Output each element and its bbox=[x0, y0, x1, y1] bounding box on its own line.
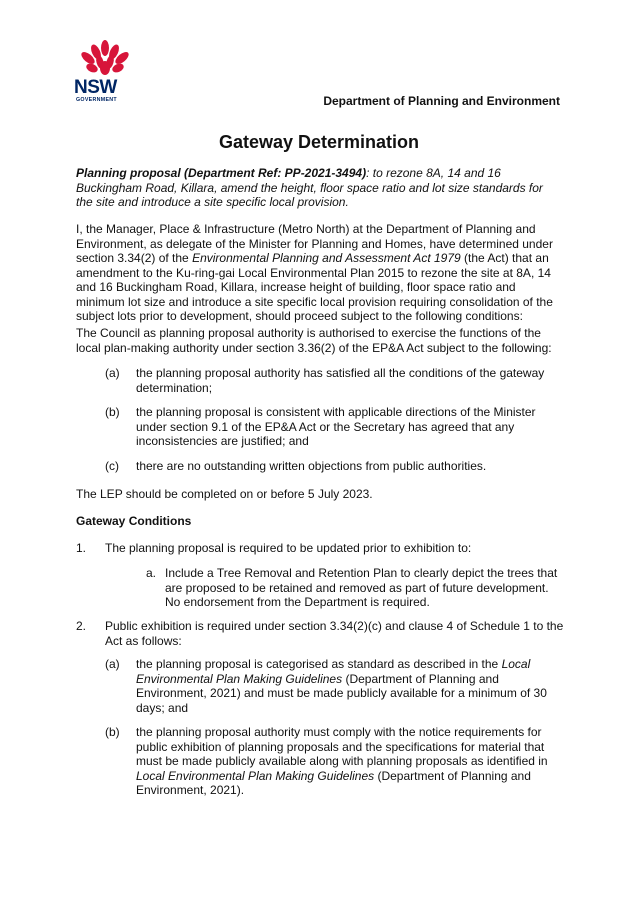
determination-text-b: (the Act) that an amendment to the Ku-ring-gai Local Environmental Plan 2015 to rezone the site at 8A, 14 and 16 Buckingham Road, Killara, increase height of building, floor space ratio and minimum lot size and introduce a site specific local provision requiring consolidation of the subject lots prior to development, should proceed subject to the following conditions: bbox=[76, 251, 553, 323]
determination-text-a: I, the Manager, Place & Infrastructure (Metro North) at the Department of Planning and Environment, as delegate of the Minister for Planning and Homes, have determined under section 3.34(2) of the bbox=[76, 222, 553, 265]
department-name: Department of Planning and Environment bbox=[323, 94, 560, 108]
exhibition-text-a2: (Department of Planning and Environment, 2021) and must be made publicly available for a minimum of 30 days; and bbox=[136, 671, 547, 715]
gateway-condition-text: The planning proposal is required to be updated prior to exhibition to: bbox=[105, 541, 472, 555]
gateway-conditions-heading: Gateway Conditions bbox=[76, 514, 192, 528]
exhibition-text-a1: the planning proposal is categorised as standard as described in the bbox=[136, 657, 502, 671]
gateway-condition-number: 2. bbox=[76, 619, 87, 633]
gateway-condition-number: 1. bbox=[76, 541, 87, 555]
lep-date: The LEP should be completed on or before 5 July 2023. bbox=[76, 487, 373, 501]
act-name: Environmental Planning and Assessment Act 1979 bbox=[192, 251, 461, 265]
condition-label: (c) bbox=[105, 459, 119, 473]
intro-paragraph bbox=[76, 166, 562, 210]
sub-condition-label: a. bbox=[146, 566, 157, 580]
condition-label: (a) bbox=[105, 366, 120, 380]
page-title: Gateway Determination bbox=[218, 132, 420, 152]
exhibition-label: (a) bbox=[105, 657, 120, 671]
nsw-government-logo bbox=[74, 40, 136, 102]
exhibition-requirement bbox=[136, 725, 551, 798]
exhibition-text-b1: the planning proposal authority must comply with the notice requirements for public exhibition of planning proposals and the specifications for material that must be made publicly available along with planning proposals as identified in bbox=[136, 725, 548, 768]
determination-paragraph bbox=[76, 222, 562, 324]
proposal-description: : to rezone 8A, 14 and 16 Buckingham Road, Killara, amend the height, floor space ratio and lot size standards for the site and introduce a site specific local provision. bbox=[76, 166, 543, 209]
authority-paragraph: The Council as planning proposal authority is authorised to exercise the functions of the local plan-making authority under section 3.36(2) of the EP&A Act subject to the following: bbox=[76, 326, 552, 355]
waratah-flower-icon bbox=[74, 40, 136, 80]
exhibition-label: (b) bbox=[105, 725, 120, 739]
sub-condition-text: Include a Tree Removal and Retention Plan to clearly depict the trees that are proposed to be retained and removed as part of future development. No endorsement from the Department is required. bbox=[165, 566, 558, 609]
exhibition-text-b2: (Department of Planning and Environment, 2021). bbox=[136, 768, 531, 797]
condition-label: (b) bbox=[105, 405, 120, 419]
gateway-condition-text: Public exhibition is required under section 3.34(2)(c) and clause 4 of Schedule 1 to the Act as follows: bbox=[105, 619, 564, 648]
condition-text: there are no outstanding written objections from public authorities. bbox=[136, 459, 487, 473]
guidelines-title: Local Environmental Plan Making Guidelines bbox=[136, 657, 531, 686]
proposal-ref: Planning proposal (Department Ref: PP-2021-3494) bbox=[76, 166, 367, 180]
logo-wordmark: NSW bbox=[74, 77, 117, 98]
guidelines-title: Local Environmental Plan Making Guidelines bbox=[136, 768, 375, 783]
condition-text: the planning proposal is consistent with applicable directions of the Minister under section 9.1 of the EP&A Act or the Secretary has agreed that any inconsistencies are justified; and bbox=[136, 405, 536, 448]
condition-text: the planning proposal authority has satisfied all the conditions of the gateway determination; bbox=[136, 366, 545, 395]
logo-subtext: GOVERNMENT bbox=[76, 97, 117, 103]
exhibition-requirement bbox=[136, 657, 551, 715]
